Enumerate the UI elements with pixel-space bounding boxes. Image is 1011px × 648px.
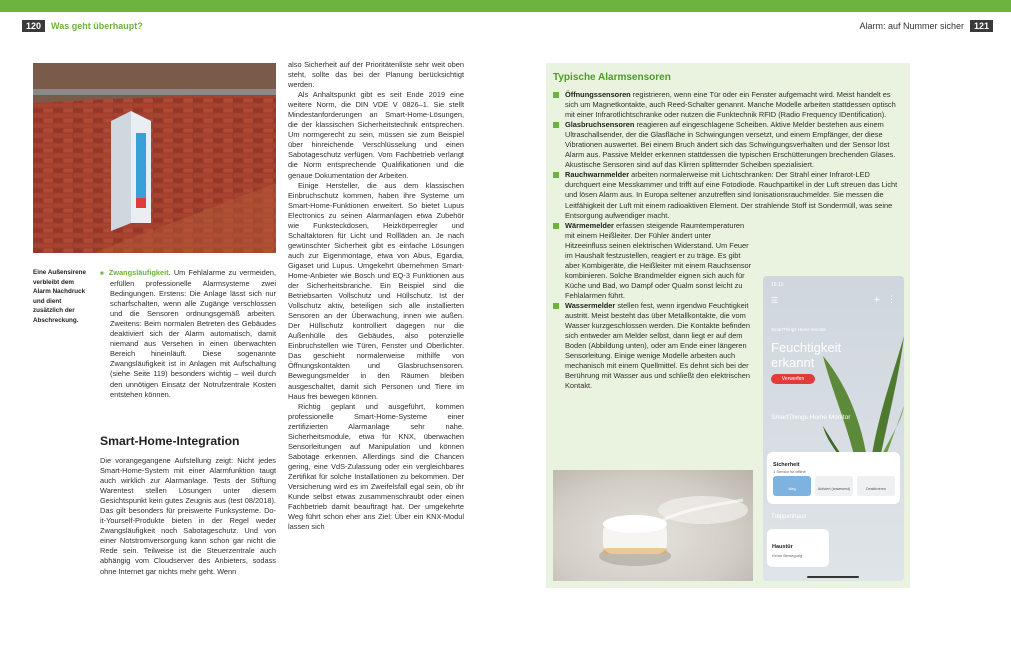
bullet-square-icon: ■: [100, 271, 105, 277]
bullet-term: Zwangsläufigkeit: [108, 268, 169, 277]
sensor-term: Wassermelder: [565, 300, 616, 310]
list-item: [553, 170, 899, 220]
top-accent-bar: [0, 0, 1011, 12]
middle-column: [288, 60, 464, 532]
device-name: Haustür: [772, 544, 793, 550]
body-paragraph: Einige Hersteller, die aus dem klassischen Einbruchschutz kommen, haben ihre Systeme um Smart-Home-Funktionen erweitert. So bietet Lupus Electronics zu seinen Alarmanlagen etwa Zubehör wie Funksteckdosen, Heizkörperregler und Schaltaktoren für Licht und Rollläden an. Je nach gewünschter Sicherheit gibt es einfache Lösungen auch zur Eigenmontage, etwa von Abus, Egardia, Gigaset und Lupus. Umgekehrt übernehmen Smart-Home-Anbieter wie Bosch und EQ-3 Funktionen aus der Sicherheitsbranche. Ein Beispiel sind die Betriebsarten Vollschutz und Hüllschutz. Ist der Vollschutz aktiv, beteiligen sich alle installierten Sensoren an der Überwachung, innen wie außen. Der Hüllschutz kontrolliert dagegen nur die Außenhülle des Gebäudes, also potenzielle Einbruchstellen wie Türen, Fenster und Oberlichter. Das geschieht normalerweise mithilfe von Öffnungskontakten und Glasbruchsensoren. Bewegungsmelder in den Räumen bleiben ausgeschaltet, damit sich Personen und Tiere im Haus frei bewegen können.: [288, 180, 464, 401]
sensor-text: registrieren, wenn eine Tür oder ein Fenster aufgemacht wird. Meist handelt es sich um Magnetkontakte, auch Reed-Schalter genannt. Manche Modelle arbeiten stattdessen optisch mit einer Infrarotlichtschranke oder nutzen die Funktechnik RFID (Radio Frequency IDentification).: [565, 90, 896, 120]
left-page-header: [22, 20, 143, 32]
room-label[interactable]: Treppenhaus: [771, 514, 807, 520]
home-indicator: [807, 576, 859, 578]
siren-photo: [33, 63, 276, 253]
right-running-title: Alarm: auf Nummer sicher: [859, 21, 964, 31]
list-item: [553, 221, 753, 301]
left-column-paragraph: [100, 456, 276, 577]
sensor-term: Öffnungssensoren: [565, 90, 631, 99]
list-item: [553, 90, 899, 120]
menu-icon[interactable]: ☰: [771, 296, 779, 305]
sensor-text: erfassen steigende Raumtemperaturen mit einem Heißleiter. Der Fühler ändert unter Hitzeeinfluss seinen elektrischen Widerstand. Um Feuer im Haushalt festzustellen, reagiert er zu träge. Es gibt aber Kombigeräte, die Heißleiter mit einem Rauchsensor kombinieren. Solche Brandmelder eignen sich auch für Küche und Bad, wo Dampf oder Qualm sonst leicht zu Fehlalarmen führt.: [565, 220, 752, 300]
security-card[interactable]: [767, 452, 900, 504]
mode-home-tile[interactable]: Aktiviert (anwesend): [815, 476, 853, 496]
device-status: Keine Bewegung: [772, 553, 803, 558]
sensor-term: Glasbruchsensoren: [565, 120, 635, 130]
bullet-square-icon: [553, 223, 559, 229]
smartphone-screenshot: [763, 276, 904, 581]
location-label: SmartThings Home Monitor: [771, 327, 827, 332]
alert-title: Feuchtigkeit erkannt: [771, 340, 842, 370]
body-paragraph: Richtig geplant und ausgeführt, kommen professionelle Smart-Home-Systeme einer zertifizierten Alarmanlage sehr nahe. Sicherheitsmodule, etwa für KNX, überwachen Sensorleitungen auf Manipulation und können Sabotage erkennen. Allerdings sind die Chancen gering, eine VdS-Zulassung oder ein vergleichbares Zertifikat für solche Installationen zu bekommen. Der Versicherung wird es im Zweifelsfall egal sein, ob ihr Kunde selbst etwas zusammenschraubt oder einen Fachbetrieb damit beauftragt hat. Der umgekehrte Weg führt schon eher ans Ziel: Über ein KNX-Modul lassen sich: [288, 401, 464, 532]
water-sensor-photo: [553, 470, 753, 581]
add-icon[interactable]: +: [873, 294, 880, 306]
info-box-title: Typische Alarmsensoren: [553, 72, 671, 83]
right-page-number: 121: [970, 20, 993, 32]
list-item: [553, 301, 753, 391]
right-page-header: [859, 20, 993, 32]
left-page-number: 120: [22, 20, 45, 32]
body-paragraph: also Sicherheit auf der Prioritätenliste sehr weit oben steht, sollte das bei der Planung berücksichtigt werden.: [288, 60, 464, 90]
card-subtitle: 1 Sensor ist offline: [773, 469, 806, 474]
mode-off-tile[interactable]: Deaktivieren: [857, 476, 895, 496]
more-icon[interactable]: ⋮: [887, 294, 896, 304]
device-card[interactable]: [767, 529, 829, 567]
body-paragraph: Die vorangegangene Aufstellung zeigt: Nicht jedes Smart-Home-System mit einer Alarmfunktion taugt auch wirklich zur Alarmanlage. Tests der Stiftung Warentest stellen Lösungen unter diesem Gesichtspunkt kein gutes Zeugnis aus (test 08/2018). Das gilt besonders für preiswerte Funksysteme. Do-it-Yourself-Produkte bieten in der Regel weder Zwangsläufigkeit noch Sabotageschutz. Und von einer Notstromversorgung kann schon gar nicht die Rede sein. Teilweise ist die Steuerzentrale auch abhängig vom Cloudserver des Anbieters, sodass ohne Internet gar nichts mehr geht. Wenn: [100, 456, 276, 576]
sensor-text: reagieren auf eingeschlagene Scheiben. Aktive Melder bestehen aus einem Ultraschallsender, der die Glasfläche in Schwingungen versetzt, und einem Empfänger, der diese Vibrationen auswertet. Bei einem Bruch ändert sich das Schwingungsverhalten und der Sensor löst Alarm aus. Passive Melder erkennen stattdessen die typischen Erschütterungen brechenden Glases. Akustische Sensoren sind auf das Klirren splitternder Scheiben spezialisiert.: [565, 120, 896, 170]
left-running-title: Was geht überhaupt?: [51, 21, 143, 31]
left-column-bullet: [100, 268, 276, 400]
monitor-link[interactable]: SmartThings Home Monitor: [771, 414, 851, 421]
list-item: [553, 120, 899, 170]
mode-away-tile[interactable]: Weg: [773, 476, 811, 496]
dismiss-button[interactable]: Verwerfen: [771, 374, 815, 384]
body-paragraph: Als Anhaltspunkt gibt es seit Ende 2019 eine weitere Norm, die DIN VDE V 0826–1. Sie stellt Mindestanforderungen an Smart-Home-Lösungen, die der klassischen Sicherheitstechnik entsprechen. Um normgerecht zu sein, müssen sie zum Beispiel über hinreichende Verschlüsselung und einen Sabotageschutz verfügen. Vom Fachbetrieb verlangt die Norm entsprechende Qualifikationen und die genaue Dokumentation der Arbeiten.: [288, 90, 464, 180]
sensor-term: Rauchwarnmelder: [565, 170, 630, 180]
sensor-text: arbeiten normalerweise mit Lichtschranken: Der Strahl einer Infrarot-LED durchquert eine Messkammer und trifft auf eine Fotodiode. Rauchpartikel in der Luft streuen das Licht und lösen Alarm aus. In Europa seltener anzutreffen sind Ionisationsrauchmelder. Sie messen die Leitfähigkeit der Luft mit einem radioaktiven Element. Der strahlende Stoff ist Sondermüll, was seine Entsorgung aufwendiger macht.: [565, 170, 898, 220]
card-title: Sicherheit: [773, 462, 800, 468]
sensor-term: Wärmemelder: [565, 220, 614, 230]
status-time: 16:13: [771, 282, 784, 288]
section-heading: Smart-Home-Integration: [100, 434, 240, 448]
sensor-text: stellen fest, wenn irgendwo Feuchtigkeit austritt. Meist besteht das über Metallkontakte, die vom Wasser kurzgeschlossen werden. Die Kontakte befinden sich entweder am Melder selbst, dann liegt er auf dem Boden (Abbildung unten), oder am Ende einer längeren Sensorleitung. Einige wenige Modelle arbeiten auch mechanisch mit einem Quellmittel. Es dehnt sich bei der Berührung mit Wasser aus und schließt den elektrischen Kontakt.: [565, 300, 751, 391]
bullet-square-icon: [553, 303, 559, 309]
bullet-square-icon: [553, 122, 559, 128]
bullet-square-icon: [553, 92, 559, 98]
bullet-text: . Um Fehlalarme zu vermeiden, erfüllen professionelle Alarmsysteme zwei Bedingungen. Erstens: Die Anlage lässt sich nur scharfschalten, wenn alle Zugänge verschlossen und die Sensoren ordnungsgemäß arbeiten. Zweitens: Beim normalen Betreten des Gebäudes deaktiviert sich der Alarm automatisch, damit niemand aus Versehen in einen überwachten Bereich hineinläuft. Diese sogenannte Zwangsläufigkeit ist in Anlagen mit Aufschaltung (siehe Seite 119) besonders wichtig – weil durch den unnötigen Einsatz der Notrufzentrale Kosten entstehen können.: [110, 268, 276, 399]
photo-caption: Eine Außensirene verbleibt dem Alarm Nachdruck und dient zusätzlich der Abschreckung.: [33, 269, 86, 324]
bullet-square-icon: [553, 172, 559, 178]
